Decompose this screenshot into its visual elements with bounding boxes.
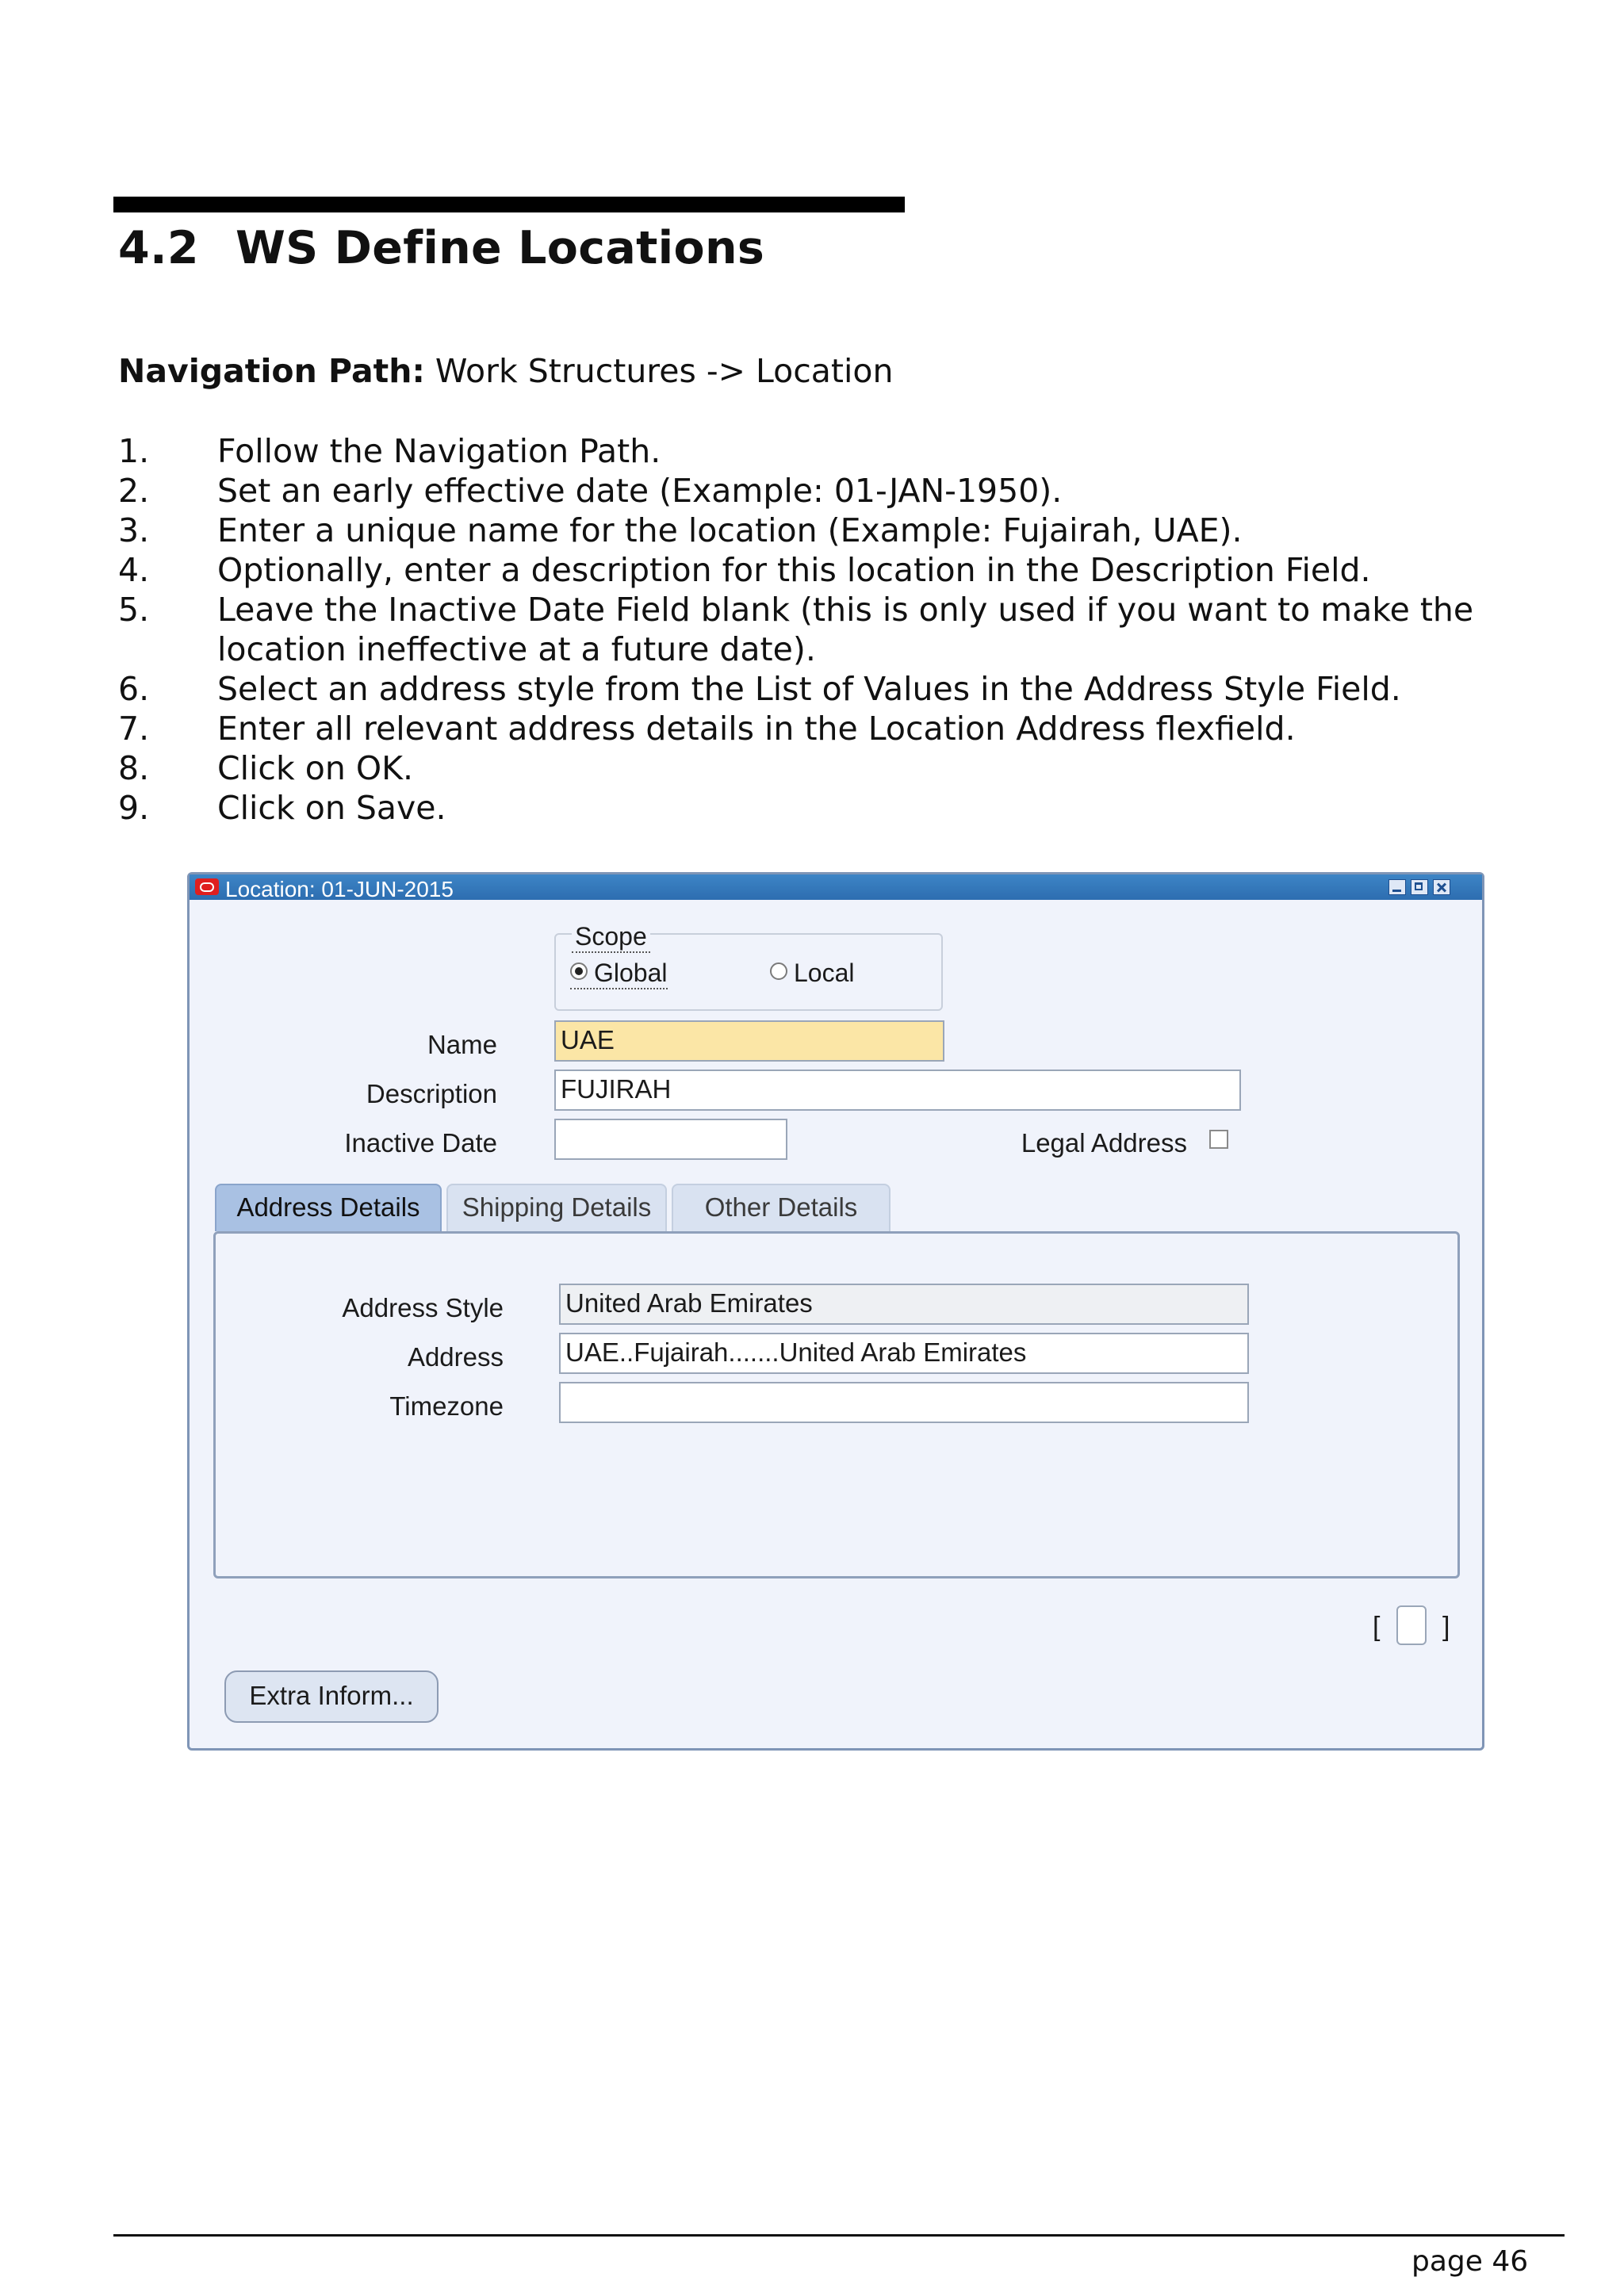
oracle-logo-icon <box>195 878 219 895</box>
window-title: Location: 01-JUN-2015 <box>225 877 454 901</box>
extra-information-button[interactable]: Extra Inform... <box>224 1670 439 1723</box>
step-number: 8. <box>118 749 150 787</box>
step-number: 4. <box>118 551 150 589</box>
step-number: 2. <box>118 472 150 510</box>
scope-local-radio[interactable] <box>770 959 855 988</box>
timezone-label: Timezone <box>389 1391 504 1421</box>
navigation-path-label: Navigation Path: <box>118 352 425 390</box>
address-style-field[interactable]: United Arab Emirates <box>559 1284 1249 1325</box>
step-text: Select an address style from the List of Values in the Address Style Field. <box>217 670 1401 708</box>
minimize-icon[interactable] <box>1388 879 1406 895</box>
scope-group <box>554 922 943 1011</box>
step-text: Follow the Navigation Path. <box>217 432 661 470</box>
footer-rule <box>113 2234 1565 2237</box>
top-rule <box>113 197 905 212</box>
step-item <box>118 431 1514 471</box>
step-text: Set an early effective date (Example: 01-JAN-1950). <box>217 472 1063 510</box>
step-item <box>118 471 1514 511</box>
bracket-close: ] <box>1442 1612 1450 1642</box>
scope-global-radio[interactable] <box>570 959 668 989</box>
descriptive-flexfield-box[interactable] <box>1396 1605 1427 1645</box>
scope-legend: Scope <box>572 922 650 953</box>
step-item <box>118 748 1514 788</box>
navigation-path <box>118 352 893 390</box>
name-field[interactable]: UAE <box>554 1020 944 1062</box>
step-number: 9. <box>118 789 150 827</box>
address-label: Address <box>407 1342 504 1372</box>
maximize-icon[interactable] <box>1411 879 1428 895</box>
step-item <box>118 550 1514 590</box>
step-text: Enter a unique name for the location (Example: Fujairah, UAE). <box>217 511 1243 549</box>
step-text: Leave the Inactive Date Field blank (this is only used if you want to make the location ineffective at a future date). <box>217 591 1474 668</box>
page-number: page 46 <box>1411 2245 1529 2278</box>
timezone-field[interactable] <box>559 1382 1249 1423</box>
address-field[interactable]: UAE..Fujairah.......United Arab Emirates <box>559 1333 1249 1374</box>
bracket-open: [ <box>1373 1612 1381 1642</box>
step-number: 7. <box>118 710 150 748</box>
step-item <box>118 669 1514 709</box>
step-text: Optionally, enter a description for this location in the Description Field. <box>217 551 1371 589</box>
section-heading <box>118 222 764 274</box>
step-text: Click on Save. <box>217 789 446 827</box>
step-item <box>118 788 1514 828</box>
description-field[interactable]: FUJIRAH <box>554 1070 1241 1111</box>
step-number: 1. <box>118 432 150 470</box>
step-item <box>118 511 1514 550</box>
step-item <box>118 590 1514 669</box>
legal-address-label: Legal Address <box>1021 1128 1187 1158</box>
name-label: Name <box>427 1030 497 1059</box>
location-window <box>187 872 1484 1751</box>
inactive-date-label: Inactive Date <box>344 1128 497 1158</box>
tab-shipping-details[interactable]: Shipping Details <box>446 1184 667 1231</box>
step-number: 3. <box>118 511 150 549</box>
radio-selected-icon <box>570 962 588 980</box>
scope-global-label: Global <box>594 959 668 987</box>
step-text: Enter all relevant address details in the Location Address flexfield. <box>217 710 1296 748</box>
step-number: 6. <box>118 670 150 708</box>
close-icon[interactable] <box>1433 879 1450 895</box>
step-item <box>118 709 1514 748</box>
window-titlebar[interactable] <box>190 874 1482 900</box>
tab-other-details[interactable]: Other Details <box>672 1184 891 1231</box>
steps-list <box>118 431 1514 828</box>
step-number: 5. <box>118 591 150 629</box>
address-style-label: Address Style <box>342 1293 504 1322</box>
step-text: Click on OK. <box>217 749 414 787</box>
scope-local-label: Local <box>794 959 855 987</box>
tab-address-details[interactable]: Address Details <box>215 1184 442 1231</box>
description-label: Description <box>366 1079 497 1108</box>
section-title: WS Define Locations <box>236 222 765 274</box>
legal-address-checkbox[interactable] <box>1209 1130 1228 1149</box>
inactive-date-field[interactable] <box>554 1119 787 1160</box>
section-number: 4.2 <box>118 222 199 274</box>
radio-unselected-icon <box>770 962 787 980</box>
navigation-path-value: Work Structures -> Location <box>435 352 894 390</box>
